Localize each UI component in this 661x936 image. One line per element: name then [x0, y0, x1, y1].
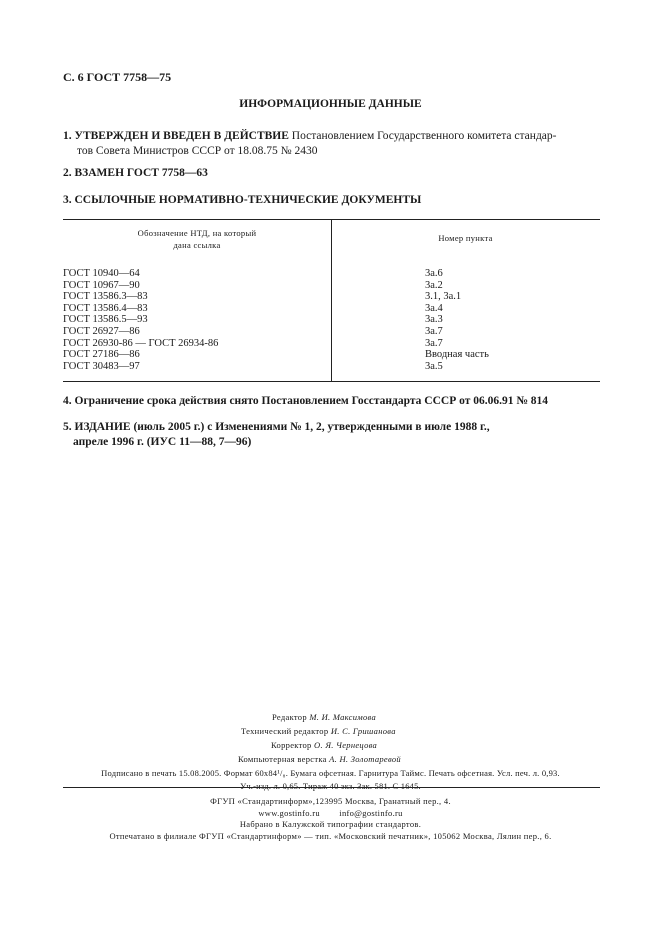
print-info-line2: Уч.-изд. л. 0,65. Тираж 40 экз. Зак. 581. С 1645. [240, 781, 421, 791]
credit-proofreader: Корректор О. Я. Чернецова [271, 740, 378, 750]
section-4: 4. Ограничение срока действия снято Постановлением Госстандарта СССР от 06.06.91 № 814 [63, 395, 549, 407]
section-1-text: Постановлением Государственного комитета стандар- [288, 130, 557, 142]
page-header: С. 6 ГОСТ 7758—75 [63, 70, 172, 84]
table-header-document: Обозначение НТД, на который дана ссылка [137, 228, 257, 250]
document-title: ИНФОРМАЦИОННЫЕ ДАННЫЕ [239, 98, 422, 110]
table-bottom-rule [63, 381, 600, 382]
section-5 [63, 420, 490, 450]
section-5-line1: 5. ИЗДАНИЕ (июль 2005 г.) с Изменениями № 1, 2, утвержденными в июле 1988 г., [63, 421, 490, 433]
table-row-item: 3а.2 [425, 279, 443, 291]
credit-layout: Компьютерная верстка А. Н. Золотаревой [238, 754, 401, 764]
print-info-line1: Подписано в печать 15.08.2005. Формат 60x84¹/₈. Бумага офсетная. Гарнитура Таймс. Печать офсетная. Усл. печ. л. 0,93. [101, 768, 560, 778]
section-3: 3. ССЫЛОЧНЫЕ НОРМАТИВНО-ТЕХНИЧЕСКИЕ ДОКУМЕНТЫ [63, 194, 422, 206]
credit-tech-editor: Технический редактор И. С. Гришанова [241, 726, 396, 736]
section-1-text-cont: тов Совета Министров СССР от 18.08.75 № 2430 [77, 145, 318, 157]
table-row-item: 3а.5 [425, 360, 443, 372]
table-row-item: 3а.4 [425, 302, 443, 314]
publisher-footer [0, 796, 661, 842]
table-row-item: 3а.7 [425, 325, 443, 337]
table-row-doc: ГОСТ 10967—90 [63, 279, 140, 291]
footer-rule [63, 787, 600, 788]
table-column-documents [63, 268, 218, 372]
table-row-item: Вводная часть [425, 349, 489, 361]
table-row-doc: ГОСТ 10940—64 [63, 268, 140, 279]
credit-editor: Редактор М. И. Максимова [272, 712, 377, 722]
footer-line1: ФГУП «Стандартинформ»,123995 Москва, Гранатный пер., 4. [210, 796, 451, 806]
table-row-doc: ГОСТ 30483—97 [63, 360, 140, 372]
table-column-items [425, 268, 489, 372]
table-row-item: 3а.7 [425, 337, 443, 349]
footer-line2: www.gostinfo.ru info@gostinfo.ru [258, 807, 403, 818]
table-column-divider [331, 219, 332, 381]
table-row-doc: ГОСТ 13586.5—93 [63, 314, 148, 326]
table-row-doc: ГОСТ 27186—86 [63, 349, 140, 361]
section-1-title: 1. УТВЕРЖДЕН И ВВЕДЕН В ДЕЙСТВИЕ [63, 130, 289, 142]
table-row-doc: ГОСТ 13586.4—83 [63, 302, 148, 314]
section-2: 2. ВЗАМЕН ГОСТ 7758—63 [63, 167, 208, 179]
table-row-doc: ГОСТ 26927—86 [63, 325, 140, 337]
table-row-doc: ГОСТ 26930-86 — ГОСТ 26934-86 [63, 337, 219, 349]
table-row-item: 3а.6 [425, 268, 443, 279]
table-row-doc: ГОСТ 13586.3—83 [63, 291, 148, 303]
section-5-line2: апреле 1996 г. (ИУС 11—88, 7—96) [73, 436, 252, 448]
table-row-item: 3а.3 [425, 314, 443, 326]
table-row-item: 3.1, 3а.1 [425, 291, 462, 303]
section-1 [63, 129, 603, 159]
footer-line4: Отпечатано в филиале ФГУП «Стандартинформ» — тип. «Московский печатник», 105062 Москва, Лялин пер., 6. [109, 830, 552, 841]
table-header-item: Номер пункта [438, 233, 493, 243]
footer-line3: Набрано в Калужской типографии стандартов. [239, 819, 422, 829]
